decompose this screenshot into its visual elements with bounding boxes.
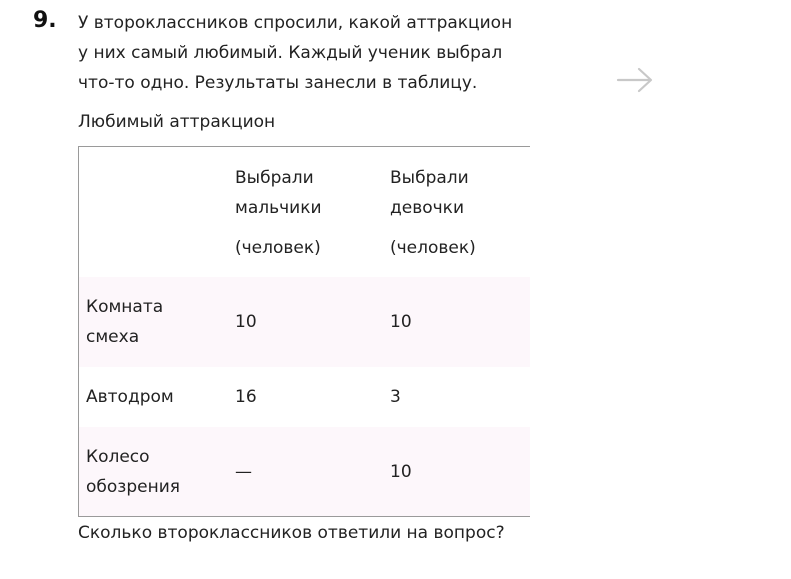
header-boys bbox=[235, 163, 322, 263]
boys-value: 16 bbox=[235, 387, 257, 407]
row-name bbox=[86, 382, 174, 412]
header-unit: (человек) bbox=[235, 238, 321, 258]
row-name-line: смеха bbox=[86, 327, 140, 347]
question-text-line: что-то одно. Результаты занесли в таблицу. bbox=[78, 73, 478, 93]
header-girls bbox=[390, 163, 476, 263]
boys-value: 10 bbox=[235, 312, 257, 332]
bottom-question: Сколько второклассников ответили на вопрос? bbox=[78, 523, 505, 543]
header-text: девочки bbox=[390, 198, 464, 218]
girls-value: 10 bbox=[390, 462, 412, 482]
table-header-row bbox=[79, 147, 530, 277]
table-caption: Любимый аттракцион bbox=[78, 112, 276, 132]
row-name-line: Автодром bbox=[86, 387, 174, 407]
question-text bbox=[78, 8, 538, 98]
row-name bbox=[86, 292, 163, 352]
girls-value: 3 bbox=[390, 387, 401, 407]
question-text-line: У второклассников спросили, какой аттракцион bbox=[78, 13, 513, 33]
header-text: мальчики bbox=[235, 198, 322, 218]
row-name-line: Комната bbox=[86, 297, 164, 317]
results-table bbox=[78, 146, 530, 517]
girls-value: 10 bbox=[390, 312, 412, 332]
header-text: Выбрали bbox=[390, 168, 469, 188]
row-name-line: обозрения bbox=[86, 477, 180, 497]
row-name bbox=[86, 442, 180, 502]
header-text: Выбрали bbox=[235, 168, 314, 188]
question-number: 9. bbox=[33, 8, 57, 33]
row-name-line: Колесо bbox=[86, 447, 150, 467]
boys-value: — bbox=[235, 462, 252, 482]
table-row bbox=[79, 277, 530, 367]
table-row bbox=[79, 367, 530, 427]
table-row bbox=[79, 427, 530, 517]
question-text-line: у них самый любимый. Каждый ученик выбрал bbox=[78, 43, 503, 63]
arrow-right-icon[interactable] bbox=[616, 66, 654, 94]
header-unit: (человек) bbox=[390, 238, 476, 258]
